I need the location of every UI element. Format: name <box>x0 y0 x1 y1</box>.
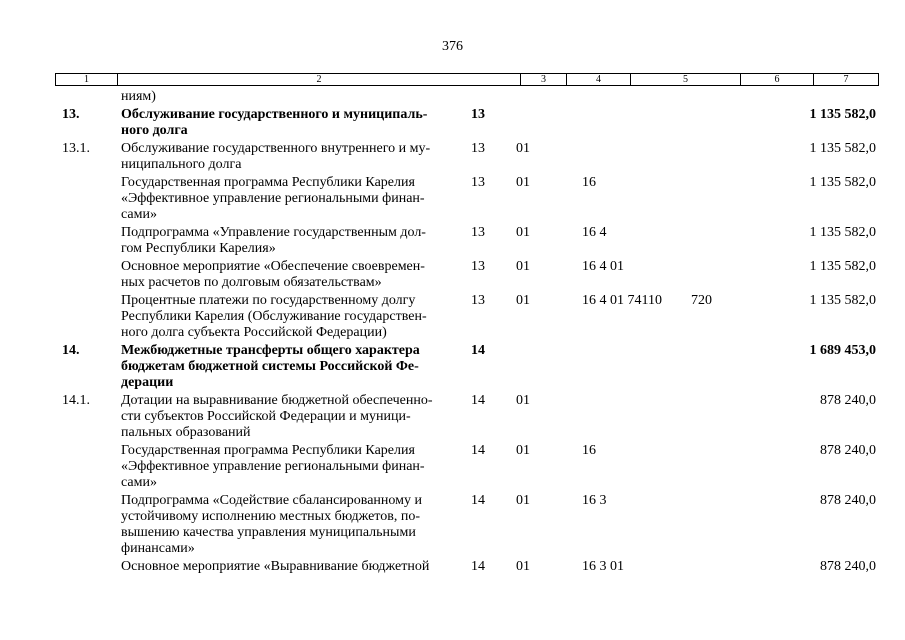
amount: 1 689 453,0 <box>809 343 876 358</box>
subsection-code: 01 <box>516 559 530 574</box>
section-code: 13 <box>471 293 485 308</box>
section-code: 14 <box>471 393 485 408</box>
column-header-7: 7 <box>843 74 849 85</box>
amount: 1 135 582,0 <box>809 259 876 274</box>
section-code: 14 <box>471 443 485 458</box>
item-name <box>121 393 459 441</box>
item-name <box>121 141 459 173</box>
target-article-code: 16 <box>582 443 596 458</box>
column-header-1: 1 <box>56 74 118 85</box>
amount: 1 135 582,0 <box>809 293 876 308</box>
item-name-line: ного долга <box>121 123 188 138</box>
column-header-2: 2 <box>118 74 521 85</box>
item-name-line: Государственная программа Республики Карелия <box>121 443 415 458</box>
item-name-line: Государственная программа Республики Карелия <box>121 175 415 190</box>
target-article-code: 16 4 <box>582 225 607 240</box>
item-name-line: сами» <box>121 207 157 222</box>
item-name-line: ниям) <box>121 89 156 104</box>
amount: 878 240,0 <box>820 393 876 408</box>
subsection-code: 01 <box>516 393 530 408</box>
table-row <box>0 493 905 559</box>
subsection-code: 01 <box>516 259 530 274</box>
item-name-line: Процентные платежи по государственному долгу <box>121 293 416 308</box>
target-article-code: 16 <box>582 175 596 190</box>
column-header-5: 5 <box>631 74 741 85</box>
target-article-code: 16 4 01 <box>582 259 624 274</box>
column-header-4: 4 <box>567 74 631 85</box>
item-name-line: пальных образований <box>121 425 251 440</box>
item-name-line: дерации <box>121 375 174 390</box>
item-name-line: ных расчетов по долговым обязательствам» <box>121 275 382 290</box>
item-name-line: сами» <box>121 475 157 490</box>
subsection-code: 01 <box>516 293 530 308</box>
item-name <box>121 259 459 291</box>
item-name-line: бюджетам бюджетной системы Российской Фе- <box>121 359 419 374</box>
item-name-line: Дотации на выравнивание бюджетной обеспеченно- <box>121 393 433 408</box>
subsection-code: 01 <box>516 443 530 458</box>
section-code: 13 <box>471 107 485 122</box>
section-code: 13 <box>471 259 485 274</box>
item-name-line: ниципального долга <box>121 157 242 172</box>
item-name <box>121 559 459 575</box>
section-code: 13 <box>471 141 485 156</box>
item-name <box>121 493 459 557</box>
subsection-code: 01 <box>516 225 530 240</box>
item-name-line: Подпрограмма «Содействие сбалансированному и <box>121 493 422 508</box>
column-header-6: 6 <box>741 74 814 85</box>
item-name-line: гом Республики Карелия» <box>121 241 276 256</box>
row-number: 13.1. <box>62 141 90 156</box>
subsection-code: 01 <box>516 493 530 508</box>
item-name-line: Республики Карелия (Обслуживание государствен- <box>121 309 427 324</box>
item-name-line: вышению качества управления муниципальными <box>121 525 416 540</box>
section-code: 14 <box>471 493 485 508</box>
item-name <box>121 175 459 223</box>
budget-table-body <box>0 89 905 577</box>
item-name-line: Основное мероприятие «Обеспечение своевремен- <box>121 259 425 274</box>
table-row <box>0 293 905 343</box>
expense-type-code: 720 <box>691 293 712 308</box>
target-article-code: 16 3 <box>582 493 607 508</box>
target-article-code: 16 3 01 <box>582 559 624 574</box>
item-name <box>121 293 459 341</box>
item-name <box>121 443 459 491</box>
item-name-line: Подпрограмма «Управление государственным дол- <box>121 225 426 240</box>
amount: 878 240,0 <box>820 559 876 574</box>
item-name-line: Обслуживание государственного и муниципаль- <box>121 107 428 122</box>
amount: 878 240,0 <box>820 493 876 508</box>
section-code: 14 <box>471 343 485 358</box>
row-number: 14.1. <box>62 393 90 408</box>
target-article-code: 16 4 01 74110 <box>582 293 662 308</box>
section-code: 13 <box>471 175 485 190</box>
item-name-line: Основное мероприятие «Выравнивание бюджетной <box>121 559 430 574</box>
table-row <box>0 559 905 577</box>
table-row <box>0 443 905 493</box>
amount: 1 135 582,0 <box>809 225 876 240</box>
item-name-line: «Эффективное управление региональными финан- <box>121 459 425 474</box>
amount: 1 135 582,0 <box>809 141 876 156</box>
page-number: 376 <box>442 39 463 54</box>
item-name-line: «Эффективное управление региональными финан- <box>121 191 425 206</box>
item-name-line: финансами» <box>121 541 195 556</box>
section-code: 13 <box>471 225 485 240</box>
item-name-line: Межбюджетные трансферты общего характера <box>121 343 420 358</box>
item-name <box>121 225 459 257</box>
item-name-line: ного долга субъекта Российской Федерации) <box>121 325 387 340</box>
row-number: 14. <box>62 343 80 358</box>
column-header-row <box>55 73 879 86</box>
item-name-line: устойчивому исполнению местных бюджетов, по- <box>121 509 420 524</box>
item-name-line: сти субъектов Российской Федерации и муници- <box>121 409 411 424</box>
section-code: 14 <box>471 559 485 574</box>
table-row <box>0 225 905 259</box>
table-section-row <box>0 343 905 393</box>
item-name <box>121 343 459 391</box>
table-row <box>0 393 905 443</box>
table-row <box>0 141 905 175</box>
amount: 1 135 582,0 <box>809 175 876 190</box>
table-row <box>0 175 905 225</box>
item-name <box>121 107 459 139</box>
amount: 878 240,0 <box>820 443 876 458</box>
item-name <box>121 89 459 105</box>
table-row <box>0 89 905 107</box>
item-name-line: Обслуживание государственного внутреннего и му- <box>121 141 431 156</box>
subsection-code: 01 <box>516 141 530 156</box>
row-number: 13. <box>62 107 80 122</box>
column-header-3: 3 <box>521 74 567 85</box>
table-row <box>0 259 905 293</box>
amount: 1 135 582,0 <box>809 107 876 122</box>
subsection-code: 01 <box>516 175 530 190</box>
table-section-row <box>0 107 905 141</box>
